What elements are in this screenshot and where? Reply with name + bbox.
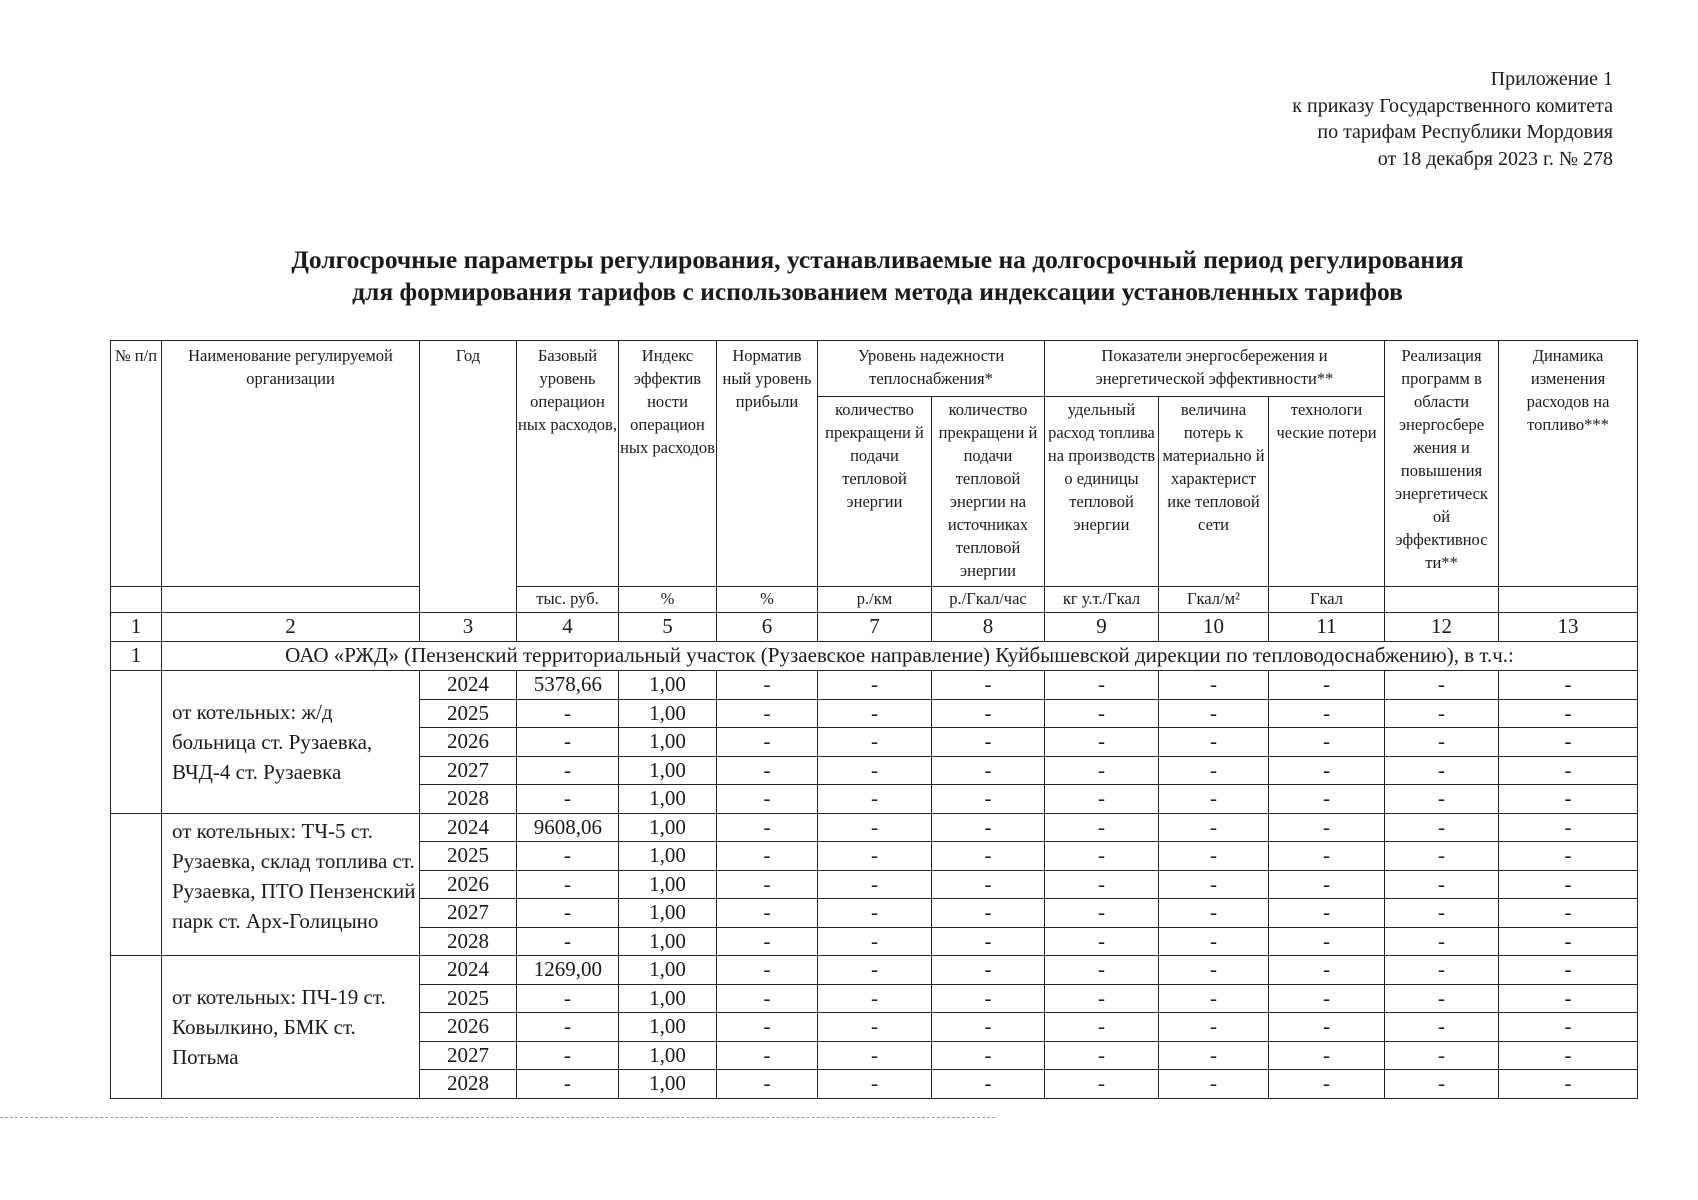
value-cell: -: [1385, 1013, 1499, 1042]
base-opex-cell: 1269,00: [517, 956, 619, 985]
value-cell: -: [1269, 699, 1385, 728]
value-cell: -: [1159, 1070, 1269, 1099]
header-programs: Реализация программ в области энергосбере жения и повышения энергетическ ой эффективнос ти**: [1385, 341, 1499, 587]
column-number-row: [111, 613, 1638, 642]
base-opex-cell: 5378,66: [517, 671, 619, 700]
value-cell: -: [1159, 1041, 1269, 1070]
efficiency-index-cell: 1,00: [619, 671, 717, 700]
group-num-cell: [111, 813, 162, 956]
year-cell: 2025: [420, 842, 517, 871]
value-cell: -: [1499, 870, 1638, 899]
value-cell: -: [1499, 813, 1638, 842]
unit-empty-org: [162, 587, 420, 613]
value-cell: -: [932, 785, 1045, 814]
value-cell: -: [932, 984, 1045, 1013]
column-number: 3: [420, 613, 517, 642]
column-number: 8: [932, 613, 1045, 642]
value-cell: -: [717, 699, 818, 728]
value-cell: -: [1045, 899, 1159, 928]
scan-artifact-line: [0, 1117, 995, 1118]
value-cell: -: [1045, 1041, 1159, 1070]
value-cell: -: [717, 870, 818, 899]
base-opex-cell: -: [517, 1013, 619, 1042]
value-cell: -: [717, 899, 818, 928]
value-cell: -: [932, 671, 1045, 700]
year-cell: 2024: [420, 813, 517, 842]
value-cell: -: [818, 1013, 932, 1042]
value-cell: -: [1499, 956, 1638, 985]
value-cell: -: [1045, 927, 1159, 956]
group-org-name: от котельных: ТЧ-5 ст. Рузаевка, склад топлива ст. Рузаевка, ПТО Пензенский парк ст. Арх-Голицыно: [162, 813, 420, 956]
value-cell: -: [818, 870, 932, 899]
efficiency-index-cell: 1,00: [619, 728, 717, 757]
value-cell: -: [717, 785, 818, 814]
value-cell: -: [1045, 984, 1159, 1013]
table-row: [111, 956, 1638, 985]
value-cell: -: [1499, 699, 1638, 728]
organization-number: 1: [111, 642, 162, 671]
value-cell: -: [1499, 984, 1638, 1013]
value-cell: -: [818, 927, 932, 956]
value-cell: -: [1385, 785, 1499, 814]
header-org: Наименование регулируемой организации: [162, 341, 420, 587]
header-fuel-dynamics: Динамика изменения расходов на топливо***: [1499, 341, 1638, 587]
value-cell: -: [1159, 842, 1269, 871]
value-cell: -: [1499, 1041, 1638, 1070]
value-cell: -: [1269, 842, 1385, 871]
value-cell: -: [1045, 756, 1159, 785]
value-cell: -: [1159, 728, 1269, 757]
year-cell: 2028: [420, 1070, 517, 1099]
appendix-line-4: от 18 декабря 2023 г. № 278: [1377, 147, 1613, 170]
value-cell: -: [1499, 927, 1638, 956]
header-profit-level: Норматив ный уровень прибыли: [717, 341, 818, 587]
value-cell: -: [1045, 870, 1159, 899]
unit-empty-num: [111, 587, 162, 613]
value-cell: -: [717, 984, 818, 1013]
value-cell: -: [717, 956, 818, 985]
year-cell: 2024: [420, 671, 517, 700]
value-cell: -: [1045, 956, 1159, 985]
unit-base: тыс. руб.: [517, 587, 619, 613]
base-opex-cell: -: [517, 785, 619, 814]
value-cell: -: [818, 1041, 932, 1070]
column-number: 7: [818, 613, 932, 642]
value-cell: -: [818, 813, 932, 842]
value-cell: -: [1269, 785, 1385, 814]
value-cell: -: [1385, 927, 1499, 956]
value-cell: -: [932, 756, 1045, 785]
year-cell: 2028: [420, 785, 517, 814]
value-cell: -: [1159, 956, 1269, 985]
base-opex-cell: -: [517, 1041, 619, 1070]
value-cell: -: [932, 927, 1045, 956]
year-cell: 2028: [420, 927, 517, 956]
value-cell: -: [932, 956, 1045, 985]
value-cell: -: [818, 699, 932, 728]
title-line-1: Долгосрочные параметры регулирования, устанавливаемые на долгосрочный период регулирования: [291, 245, 1464, 274]
year-cell: 2027: [420, 756, 517, 785]
value-cell: -: [1269, 1041, 1385, 1070]
appendix-line-3: по тарифам Республики Мордовия: [1317, 121, 1613, 143]
value-cell: -: [1499, 785, 1638, 814]
value-cell: -: [717, 1070, 818, 1099]
header-energy-sub-1: удельный расход топлива на производств о единицы тепловой энергии: [1045, 397, 1159, 587]
value-cell: -: [1159, 785, 1269, 814]
header-reliability-sub-2: количество прекращени й подачи тепловой энергии на источниках тепловой энергии: [932, 397, 1045, 587]
value-cell: -: [1045, 1070, 1159, 1099]
unit-index: %: [619, 587, 717, 613]
value-cell: -: [1045, 813, 1159, 842]
value-cell: -: [818, 842, 932, 871]
group-org-name: от котельных: ПЧ-19 ст. Ковылкино, БМК ст. Потьма: [162, 956, 420, 1099]
value-cell: -: [717, 842, 818, 871]
value-cell: -: [1159, 813, 1269, 842]
appendix-note: [973, 66, 1613, 172]
base-opex-cell: 9608,06: [517, 813, 619, 842]
value-cell: -: [1045, 785, 1159, 814]
group-org-name: от котельных: ж/д больница ст. Рузаевка, ВЧД-4 ст. Рузаевка: [162, 671, 420, 814]
value-cell: -: [1159, 671, 1269, 700]
value-cell: -: [818, 899, 932, 928]
unit-rel-1: р./км: [818, 587, 932, 613]
efficiency-index-cell: 1,00: [619, 699, 717, 728]
base-opex-cell: -: [517, 984, 619, 1013]
base-opex-cell: -: [517, 1070, 619, 1099]
unit-en-2: Гкал/м²: [1159, 587, 1269, 613]
base-opex-cell: -: [517, 699, 619, 728]
value-cell: -: [1269, 984, 1385, 1013]
column-number: 12: [1385, 613, 1499, 642]
value-cell: -: [1045, 1013, 1159, 1042]
value-cell: -: [1385, 1070, 1499, 1099]
value-cell: -: [1499, 1013, 1638, 1042]
value-cell: -: [1385, 984, 1499, 1013]
appendix-line-1: Приложение 1: [1490, 68, 1613, 90]
value-cell: -: [1159, 870, 1269, 899]
value-cell: -: [932, 1070, 1045, 1099]
document-title: [110, 244, 1645, 308]
header-energy-sub-3: технологи ческие потери: [1269, 397, 1385, 587]
value-cell: -: [1385, 870, 1499, 899]
group-num-cell: [111, 956, 162, 1099]
value-cell: -: [717, 1013, 818, 1042]
value-cell: -: [818, 756, 932, 785]
parameters-table: [110, 340, 1638, 1099]
value-cell: -: [717, 671, 818, 700]
value-cell: -: [1159, 927, 1269, 956]
column-number: 10: [1159, 613, 1269, 642]
value-cell: -: [1385, 956, 1499, 985]
value-cell: -: [818, 956, 932, 985]
appendix-line-2: к приказу Государственного комитета: [1292, 94, 1613, 117]
value-cell: -: [932, 813, 1045, 842]
efficiency-index-cell: 1,00: [619, 785, 717, 814]
value-cell: -: [1269, 728, 1385, 757]
year-cell: 2025: [420, 699, 517, 728]
value-cell: -: [818, 728, 932, 757]
organization-name: ОАО «РЖД» (Пензенский территориальный участок (Рузаевское направление) Куйбышевской дирекции по тепловодоснабжению), в т.ч.:: [162, 642, 1638, 671]
efficiency-index-cell: 1,00: [619, 1070, 717, 1099]
value-cell: -: [717, 927, 818, 956]
efficiency-index-cell: 1,00: [619, 927, 717, 956]
base-opex-cell: -: [517, 899, 619, 928]
unit-empty-dynamics: [1499, 587, 1638, 613]
value-cell: -: [1385, 671, 1499, 700]
value-cell: -: [1159, 699, 1269, 728]
value-cell: -: [932, 870, 1045, 899]
value-cell: -: [717, 813, 818, 842]
column-number: 4: [517, 613, 619, 642]
header-year: Год: [420, 341, 517, 613]
value-cell: -: [1269, 927, 1385, 956]
year-cell: 2025: [420, 984, 517, 1013]
value-cell: -: [1269, 1013, 1385, 1042]
value-cell: -: [1385, 842, 1499, 871]
value-cell: -: [1269, 899, 1385, 928]
column-number: 11: [1269, 613, 1385, 642]
value-cell: -: [1159, 899, 1269, 928]
value-cell: -: [1385, 1041, 1499, 1070]
header-energy-efficiency: Показатели энергосбережения и энергетической эффективности**: [1045, 341, 1385, 397]
value-cell: -: [1159, 1013, 1269, 1042]
value-cell: -: [818, 671, 932, 700]
efficiency-index-cell: 1,00: [619, 813, 717, 842]
value-cell: -: [1269, 756, 1385, 785]
column-number: 1: [111, 613, 162, 642]
value-cell: -: [1499, 842, 1638, 871]
value-cell: -: [1269, 671, 1385, 700]
value-cell: -: [932, 899, 1045, 928]
base-opex-cell: -: [517, 756, 619, 785]
base-opex-cell: -: [517, 842, 619, 871]
value-cell: -: [1269, 870, 1385, 899]
table-row: [111, 813, 1638, 842]
base-opex-cell: -: [517, 870, 619, 899]
value-cell: -: [1499, 756, 1638, 785]
value-cell: -: [818, 984, 932, 1013]
value-cell: -: [1499, 671, 1638, 700]
value-cell: -: [932, 699, 1045, 728]
value-cell: -: [1045, 728, 1159, 757]
value-cell: -: [1499, 728, 1638, 757]
value-cell: -: [1385, 899, 1499, 928]
organization-row: [111, 642, 1638, 671]
column-number: 5: [619, 613, 717, 642]
value-cell: -: [1269, 956, 1385, 985]
value-cell: -: [1499, 899, 1638, 928]
value-cell: -: [932, 1013, 1045, 1042]
column-number: 6: [717, 613, 818, 642]
unit-rel-2: р./Гкал/час: [932, 587, 1045, 613]
group-num-cell: [111, 671, 162, 814]
column-number: 9: [1045, 613, 1159, 642]
value-cell: -: [1269, 1070, 1385, 1099]
year-cell: 2027: [420, 1041, 517, 1070]
value-cell: -: [818, 1070, 932, 1099]
efficiency-index-cell: 1,00: [619, 1013, 717, 1042]
value-cell: -: [717, 728, 818, 757]
header-reliability-sub-1: количество прекращени й подачи тепловой энергии: [818, 397, 932, 587]
unit-profit: %: [717, 587, 818, 613]
efficiency-index-cell: 1,00: [619, 756, 717, 785]
value-cell: -: [1385, 756, 1499, 785]
header-efficiency-index: Индекс эффектив ности операцион ных расходов: [619, 341, 717, 587]
header-reliability: Уровень надежности теплоснабжения*: [818, 341, 1045, 397]
header-energy-sub-2: величина потерь к материально й характерист ике тепловой сети: [1159, 397, 1269, 587]
unit-en-3: Гкал: [1269, 587, 1385, 613]
value-cell: -: [1045, 842, 1159, 871]
efficiency-index-cell: 1,00: [619, 899, 717, 928]
value-cell: -: [932, 1041, 1045, 1070]
table-row: [111, 671, 1638, 700]
value-cell: -: [1045, 699, 1159, 728]
efficiency-index-cell: 1,00: [619, 984, 717, 1013]
value-cell: -: [1385, 728, 1499, 757]
value-cell: -: [818, 785, 932, 814]
year-cell: 2027: [420, 899, 517, 928]
efficiency-index-cell: 1,00: [619, 1041, 717, 1070]
column-number: 2: [162, 613, 420, 642]
efficiency-index-cell: 1,00: [619, 842, 717, 871]
title-line-2: для формирования тарифов с использованием метода индексации установленных тарифов: [352, 277, 1403, 306]
value-cell: -: [1159, 756, 1269, 785]
year-cell: 2024: [420, 956, 517, 985]
value-cell: -: [1385, 813, 1499, 842]
value-cell: -: [1159, 984, 1269, 1013]
header-num: № п/п: [111, 341, 162, 587]
value-cell: -: [717, 1041, 818, 1070]
value-cell: -: [932, 728, 1045, 757]
efficiency-index-cell: 1,00: [619, 956, 717, 985]
value-cell: -: [1269, 813, 1385, 842]
value-cell: -: [1045, 671, 1159, 700]
value-cell: -: [1499, 1070, 1638, 1099]
value-cell: -: [717, 756, 818, 785]
base-opex-cell: -: [517, 927, 619, 956]
unit-empty-programs: [1385, 587, 1499, 613]
value-cell: -: [932, 842, 1045, 871]
year-cell: 2026: [420, 728, 517, 757]
unit-en-1: кг у.т./Гкал: [1045, 587, 1159, 613]
year-cell: 2026: [420, 870, 517, 899]
base-opex-cell: -: [517, 728, 619, 757]
year-cell: 2026: [420, 1013, 517, 1042]
header-base-opex: Базовый уровень операцион ных расходов,: [517, 341, 619, 587]
value-cell: -: [1385, 699, 1499, 728]
column-number: 13: [1499, 613, 1638, 642]
efficiency-index-cell: 1,00: [619, 870, 717, 899]
